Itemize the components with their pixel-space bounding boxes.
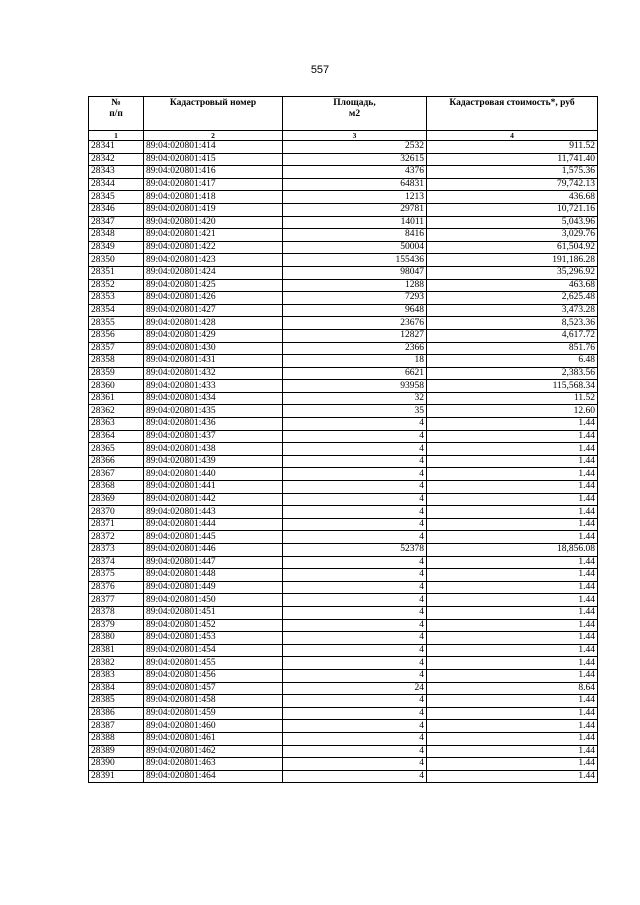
table-row bbox=[89, 531, 598, 544]
row-index: 28349 bbox=[89, 241, 144, 254]
cadastral-number: 89:04:020801:429 bbox=[144, 329, 283, 342]
area-value: 4 bbox=[283, 518, 427, 531]
area-value: 32 bbox=[283, 392, 427, 405]
row-index: 28362 bbox=[89, 405, 144, 418]
row-index: 28379 bbox=[89, 619, 144, 632]
row-index: 28381 bbox=[89, 644, 144, 657]
table-row bbox=[89, 329, 598, 342]
area-value: 4 bbox=[283, 531, 427, 544]
row-index: 28365 bbox=[89, 443, 144, 456]
area-value: 18 bbox=[283, 355, 427, 368]
cadastral-number: 89:04:020801:459 bbox=[144, 707, 283, 720]
table-row bbox=[89, 594, 598, 607]
cadastral-number: 89:04:020801:421 bbox=[144, 229, 283, 242]
table-row bbox=[89, 506, 598, 519]
row-index: 28391 bbox=[89, 770, 144, 783]
cadastral-value: 1.44 bbox=[427, 707, 598, 720]
cadastral-number: 89:04:020801:454 bbox=[144, 644, 283, 657]
area-value: 52378 bbox=[283, 544, 427, 557]
table-row bbox=[89, 657, 598, 670]
cadastral-value: 2,625.48 bbox=[427, 292, 598, 305]
row-index: 28383 bbox=[89, 669, 144, 682]
table-row bbox=[89, 619, 598, 632]
area-value: 4 bbox=[283, 657, 427, 670]
cadastral-value: 1,575.36 bbox=[427, 166, 598, 179]
area-value: 4 bbox=[283, 632, 427, 645]
cadastral-number: 89:04:020801:437 bbox=[144, 430, 283, 443]
row-index: 28359 bbox=[89, 367, 144, 380]
row-index: 28343 bbox=[89, 166, 144, 179]
row-index: 28348 bbox=[89, 229, 144, 242]
area-value: 155436 bbox=[283, 254, 427, 267]
cadastral-value: 1.44 bbox=[427, 758, 598, 771]
cadastral-number: 89:04:020801:442 bbox=[144, 493, 283, 506]
cadastral-value: 1.44 bbox=[427, 669, 598, 682]
area-value: 4 bbox=[283, 506, 427, 519]
cadastral-number: 89:04:020801:457 bbox=[144, 682, 283, 695]
header-area-label: Площадь, м2 bbox=[333, 98, 376, 119]
cadastral-value: 115,568.34 bbox=[427, 380, 598, 393]
cadastral-number: 89:04:020801:414 bbox=[144, 141, 283, 154]
cadastral-number: 89:04:020801:452 bbox=[144, 619, 283, 632]
header-cadastral-number-label: Кадастровый номер bbox=[169, 98, 257, 108]
header-cadastral-value bbox=[427, 97, 598, 131]
area-value: 29781 bbox=[283, 203, 427, 216]
table-row bbox=[89, 707, 598, 720]
cadastral-value: 1.44 bbox=[427, 581, 598, 594]
row-index: 28368 bbox=[89, 481, 144, 494]
cadastral-number: 89:04:020801:426 bbox=[144, 292, 283, 305]
area-value: 23676 bbox=[283, 317, 427, 330]
table-row bbox=[89, 355, 598, 368]
cadastral-number: 89:04:020801:416 bbox=[144, 166, 283, 179]
cadastral-number: 89:04:020801:463 bbox=[144, 758, 283, 771]
area-value: 4 bbox=[283, 594, 427, 607]
area-value: 4 bbox=[283, 606, 427, 619]
row-index: 28347 bbox=[89, 216, 144, 229]
table-row bbox=[89, 669, 598, 682]
cadastral-value: 1.44 bbox=[427, 506, 598, 519]
table-row bbox=[89, 644, 598, 657]
cadastral-value: 1.44 bbox=[427, 594, 598, 607]
area-value: 64831 bbox=[283, 178, 427, 191]
area-value: 4 bbox=[283, 669, 427, 682]
cadastral-number: 89:04:020801:434 bbox=[144, 392, 283, 405]
table-row bbox=[89, 581, 598, 594]
cadastral-value: 1.44 bbox=[427, 732, 598, 745]
area-value: 4 bbox=[283, 556, 427, 569]
cadastral-value: 1.44 bbox=[427, 606, 598, 619]
table-row bbox=[89, 493, 598, 506]
row-index: 28363 bbox=[89, 418, 144, 431]
cadastral-number: 89:04:020801:424 bbox=[144, 266, 283, 279]
row-index: 28358 bbox=[89, 355, 144, 368]
cadastral-number: 89:04:020801:433 bbox=[144, 380, 283, 393]
cadastral-number: 89:04:020801:460 bbox=[144, 720, 283, 733]
cadastral-value: 2,383.56 bbox=[427, 367, 598, 380]
cadastral-number: 89:04:020801:440 bbox=[144, 468, 283, 481]
header-cadastral-number bbox=[144, 97, 283, 131]
cadastral-number: 89:04:020801:458 bbox=[144, 695, 283, 708]
table-row bbox=[89, 405, 598, 418]
cadastral-number: 89:04:020801:439 bbox=[144, 455, 283, 468]
cadastral-value: 191,186.28 bbox=[427, 254, 598, 267]
table-row bbox=[89, 254, 598, 267]
row-index: 28364 bbox=[89, 430, 144, 443]
table-row bbox=[89, 392, 598, 405]
area-value: 4 bbox=[283, 695, 427, 708]
cadastral-number: 89:04:020801:451 bbox=[144, 606, 283, 619]
column-number-row bbox=[89, 131, 598, 141]
area-value: 8416 bbox=[283, 229, 427, 242]
cadastral-value: 3,473.28 bbox=[427, 304, 598, 317]
row-index: 28373 bbox=[89, 544, 144, 557]
table-row bbox=[89, 141, 598, 154]
cadastral-number: 89:04:020801:447 bbox=[144, 556, 283, 569]
cadastral-value: 1.44 bbox=[427, 657, 598, 670]
table-row bbox=[89, 191, 598, 204]
cadastral-number: 89:04:020801:453 bbox=[144, 632, 283, 645]
cadastral-value: 6.48 bbox=[427, 355, 598, 368]
table-row bbox=[89, 518, 598, 531]
cadastral-number: 89:04:020801:461 bbox=[144, 732, 283, 745]
table-row bbox=[89, 367, 598, 380]
cadastral-value: 1.44 bbox=[427, 644, 598, 657]
row-index: 28390 bbox=[89, 758, 144, 771]
cadastral-value: 1.44 bbox=[427, 481, 598, 494]
cadastral-number: 89:04:020801:420 bbox=[144, 216, 283, 229]
row-index: 28356 bbox=[89, 329, 144, 342]
cadastral-number: 89:04:020801:435 bbox=[144, 405, 283, 418]
row-index: 28375 bbox=[89, 569, 144, 582]
cadastral-value: 436.68 bbox=[427, 191, 598, 204]
cadastral-number: 89:04:020801:432 bbox=[144, 367, 283, 380]
table-row bbox=[89, 632, 598, 645]
table-row bbox=[89, 720, 598, 733]
table-body bbox=[89, 141, 598, 783]
row-index: 28389 bbox=[89, 745, 144, 758]
table-row bbox=[89, 682, 598, 695]
header-cadastral-value-label: Кадастровая стоимость*, руб bbox=[449, 98, 575, 108]
row-index: 28388 bbox=[89, 732, 144, 745]
area-value: 1213 bbox=[283, 191, 427, 204]
table-row bbox=[89, 758, 598, 771]
cadastral-number: 89:04:020801:455 bbox=[144, 657, 283, 670]
table-row bbox=[89, 770, 598, 783]
cadastral-value: 5,043.96 bbox=[427, 216, 598, 229]
cadastral-value: 3,029.76 bbox=[427, 229, 598, 242]
column-number: 3 bbox=[283, 131, 427, 141]
cadastral-number: 89:04:020801:427 bbox=[144, 304, 283, 317]
column-number: 4 bbox=[427, 131, 598, 141]
area-value: 4 bbox=[283, 430, 427, 443]
area-value: 4 bbox=[283, 770, 427, 783]
area-value: 9648 bbox=[283, 304, 427, 317]
row-index: 28354 bbox=[89, 304, 144, 317]
area-value: 4 bbox=[283, 758, 427, 771]
table-row bbox=[89, 153, 598, 166]
cadastral-value: 1.44 bbox=[427, 720, 598, 733]
cadastral-value: 851.76 bbox=[427, 342, 598, 355]
cadastral-number: 89:04:020801:448 bbox=[144, 569, 283, 582]
row-index: 28385 bbox=[89, 695, 144, 708]
table-row bbox=[89, 342, 598, 355]
table-row bbox=[89, 266, 598, 279]
cadastral-value: 1.44 bbox=[427, 745, 598, 758]
area-value: 4 bbox=[283, 569, 427, 582]
row-index: 28366 bbox=[89, 455, 144, 468]
area-value: 4 bbox=[283, 468, 427, 481]
cadastral-value: 1.44 bbox=[427, 632, 598, 645]
area-value: 4 bbox=[283, 443, 427, 456]
row-index: 28382 bbox=[89, 657, 144, 670]
cadastral-number: 89:04:020801:415 bbox=[144, 153, 283, 166]
cadastral-number: 89:04:020801:423 bbox=[144, 254, 283, 267]
table-row bbox=[89, 304, 598, 317]
row-index: 28372 bbox=[89, 531, 144, 544]
cadastral-value: 8,523.36 bbox=[427, 317, 598, 330]
area-value: 4 bbox=[283, 455, 427, 468]
table-row bbox=[89, 166, 598, 179]
cadastral-number: 89:04:020801:445 bbox=[144, 531, 283, 544]
cadastral-value: 1.44 bbox=[427, 493, 598, 506]
area-value: 14011 bbox=[283, 216, 427, 229]
header-area bbox=[283, 97, 427, 131]
cadastral-value: 4,617.72 bbox=[427, 329, 598, 342]
table-row bbox=[89, 380, 598, 393]
table-row bbox=[89, 229, 598, 242]
row-index: 28370 bbox=[89, 506, 144, 519]
cadastral-number: 89:04:020801:428 bbox=[144, 317, 283, 330]
cadastral-value: 8.64 bbox=[427, 682, 598, 695]
cadastral-number: 89:04:020801:449 bbox=[144, 581, 283, 594]
cadastral-number: 89:04:020801:462 bbox=[144, 745, 283, 758]
cadastral-number: 89:04:020801:418 bbox=[144, 191, 283, 204]
row-index: 28352 bbox=[89, 279, 144, 292]
cadastral-value: 18,856.08 bbox=[427, 544, 598, 557]
area-value: 4 bbox=[283, 644, 427, 657]
cadastral-value: 1.44 bbox=[427, 430, 598, 443]
area-value: 4 bbox=[283, 481, 427, 494]
table-row bbox=[89, 317, 598, 330]
cadastral-table bbox=[88, 96, 598, 783]
table-row bbox=[89, 178, 598, 191]
row-index: 28374 bbox=[89, 556, 144, 569]
table-row bbox=[89, 606, 598, 619]
area-value: 4 bbox=[283, 707, 427, 720]
area-value: 6621 bbox=[283, 367, 427, 380]
cadastral-value: 463.68 bbox=[427, 279, 598, 292]
cadastral-value: 911.52 bbox=[427, 141, 598, 154]
cadastral-number: 89:04:020801:444 bbox=[144, 518, 283, 531]
cadastral-number: 89:04:020801:425 bbox=[144, 279, 283, 292]
column-number: 2 bbox=[144, 131, 283, 141]
table-row bbox=[89, 430, 598, 443]
row-index: 28342 bbox=[89, 153, 144, 166]
row-index: 28360 bbox=[89, 380, 144, 393]
row-index: 28384 bbox=[89, 682, 144, 695]
row-index: 28353 bbox=[89, 292, 144, 305]
cadastral-value: 35,296.92 bbox=[427, 266, 598, 279]
row-index: 28380 bbox=[89, 632, 144, 645]
row-index: 28369 bbox=[89, 493, 144, 506]
cadastral-number: 89:04:020801:441 bbox=[144, 481, 283, 494]
cadastral-number: 89:04:020801:438 bbox=[144, 443, 283, 456]
table-row bbox=[89, 745, 598, 758]
cadastral-value: 1.44 bbox=[427, 695, 598, 708]
row-index: 28351 bbox=[89, 266, 144, 279]
area-value: 2532 bbox=[283, 141, 427, 154]
row-index: 28367 bbox=[89, 468, 144, 481]
area-value: 2366 bbox=[283, 342, 427, 355]
page-number: 557 bbox=[310, 64, 330, 76]
table-row bbox=[89, 203, 598, 216]
area-value: 32615 bbox=[283, 153, 427, 166]
table-row bbox=[89, 732, 598, 745]
cadastral-number: 89:04:020801:446 bbox=[144, 544, 283, 557]
cadastral-number: 89:04:020801:450 bbox=[144, 594, 283, 607]
row-index: 28344 bbox=[89, 178, 144, 191]
area-value: 4 bbox=[283, 619, 427, 632]
cadastral-value: 10,721.16 bbox=[427, 203, 598, 216]
area-value: 4 bbox=[283, 732, 427, 745]
cadastral-value: 1.44 bbox=[427, 468, 598, 481]
cadastral-number: 89:04:020801:430 bbox=[144, 342, 283, 355]
cadastral-value: 1.44 bbox=[427, 443, 598, 456]
cadastral-number: 89:04:020801:436 bbox=[144, 418, 283, 431]
cadastral-value: 1.44 bbox=[427, 531, 598, 544]
area-value: 93958 bbox=[283, 380, 427, 393]
table-row bbox=[89, 455, 598, 468]
table-row bbox=[89, 556, 598, 569]
cadastral-value: 1.44 bbox=[427, 619, 598, 632]
table-row bbox=[89, 695, 598, 708]
row-index: 28345 bbox=[89, 191, 144, 204]
row-index: 28357 bbox=[89, 342, 144, 355]
row-index: 28387 bbox=[89, 720, 144, 733]
area-value: 7293 bbox=[283, 292, 427, 305]
cadastral-value: 79,742.13 bbox=[427, 178, 598, 191]
cadastral-value: 12.60 bbox=[427, 405, 598, 418]
row-index: 28346 bbox=[89, 203, 144, 216]
cadastral-value: 1.44 bbox=[427, 770, 598, 783]
cadastral-value: 61,504.92 bbox=[427, 241, 598, 254]
row-index: 28386 bbox=[89, 707, 144, 720]
header-index-label: № п/п bbox=[109, 98, 123, 119]
column-number: 1 bbox=[89, 131, 144, 141]
table-row bbox=[89, 468, 598, 481]
table-row bbox=[89, 241, 598, 254]
area-value: 1288 bbox=[283, 279, 427, 292]
area-value: 4 bbox=[283, 720, 427, 733]
row-index: 28371 bbox=[89, 518, 144, 531]
table-row bbox=[89, 544, 598, 557]
table-row bbox=[89, 569, 598, 582]
area-value: 98047 bbox=[283, 266, 427, 279]
area-value: 50004 bbox=[283, 241, 427, 254]
cadastral-value: 1.44 bbox=[427, 518, 598, 531]
area-value: 12827 bbox=[283, 329, 427, 342]
table-row bbox=[89, 481, 598, 494]
cadastral-number: 89:04:020801:422 bbox=[144, 241, 283, 254]
table-row bbox=[89, 443, 598, 456]
cadastral-value: 1.44 bbox=[427, 569, 598, 582]
table-row bbox=[89, 292, 598, 305]
area-value: 35 bbox=[283, 405, 427, 418]
row-index: 28350 bbox=[89, 254, 144, 267]
row-index: 28361 bbox=[89, 392, 144, 405]
table-row bbox=[89, 279, 598, 292]
area-value: 24 bbox=[283, 682, 427, 695]
row-index: 28355 bbox=[89, 317, 144, 330]
area-value: 4 bbox=[283, 493, 427, 506]
header-row bbox=[89, 97, 598, 131]
row-index: 28378 bbox=[89, 606, 144, 619]
header-index bbox=[89, 97, 144, 131]
cadastral-number: 89:04:020801:456 bbox=[144, 669, 283, 682]
cadastral-number: 89:04:020801:419 bbox=[144, 203, 283, 216]
row-index: 28376 bbox=[89, 581, 144, 594]
area-value: 4 bbox=[283, 745, 427, 758]
table-row bbox=[89, 418, 598, 431]
cadastral-value: 11.52 bbox=[427, 392, 598, 405]
cadastral-value: 11,741.40 bbox=[427, 153, 598, 166]
row-index: 28377 bbox=[89, 594, 144, 607]
cadastral-number: 89:04:020801:417 bbox=[144, 178, 283, 191]
area-value: 4 bbox=[283, 418, 427, 431]
cadastral-number: 89:04:020801:443 bbox=[144, 506, 283, 519]
cadastral-value: 1.44 bbox=[427, 455, 598, 468]
cadastral-value: 1.44 bbox=[427, 556, 598, 569]
area-value: 4376 bbox=[283, 166, 427, 179]
area-value: 4 bbox=[283, 581, 427, 594]
cadastral-value: 1.44 bbox=[427, 418, 598, 431]
cadastral-number: 89:04:020801:431 bbox=[144, 355, 283, 368]
table-row bbox=[89, 216, 598, 229]
row-index: 28341 bbox=[89, 141, 144, 154]
cadastral-number: 89:04:020801:464 bbox=[144, 770, 283, 783]
